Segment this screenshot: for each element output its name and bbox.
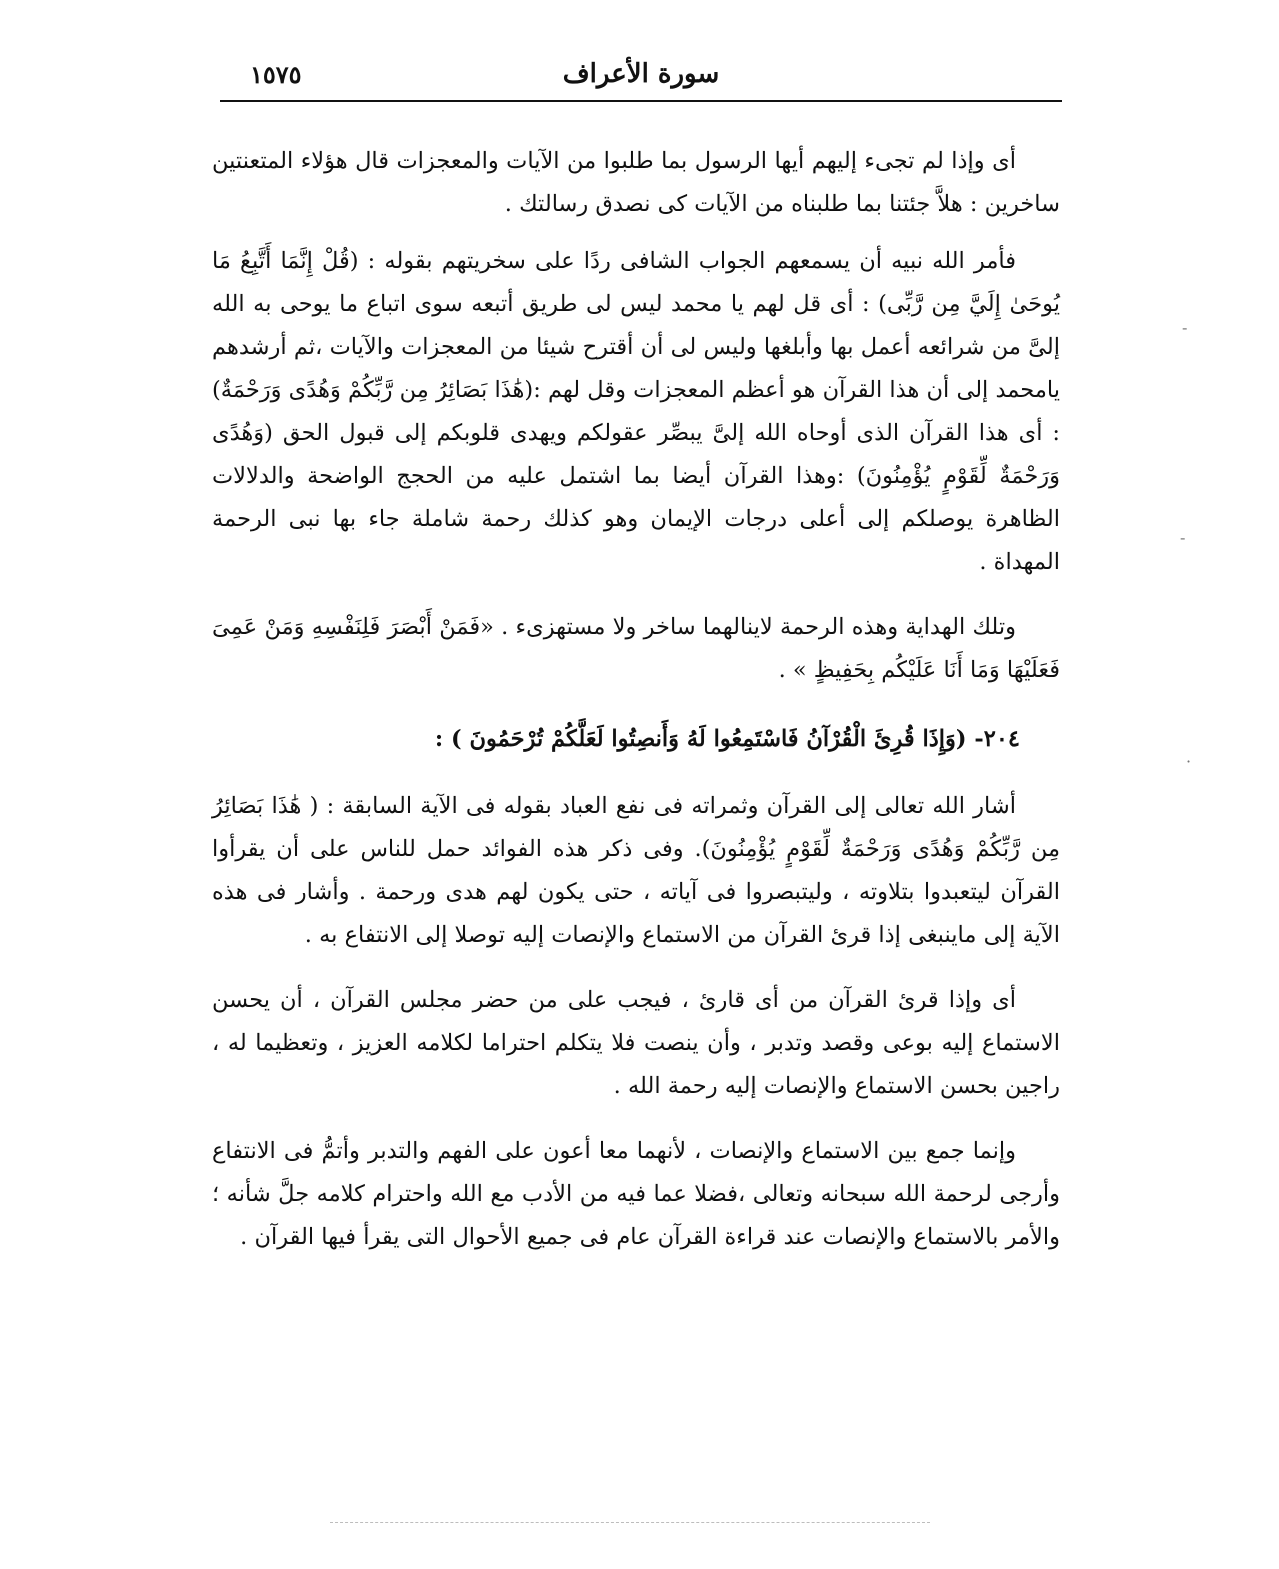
paragraph: فأمر الله نبيه أن يسمعهم الجواب الشافى ردًا على سخريتهم بقوله : (قُلْ إِنَّمَا أَتَّبِعُ مَا يُوحَىٰ إِلَيَّ مِن رَّبِّى) : أى قل لهم يا محمد ليس لى طريق أتبعه سوى اتباع ما يوحى به الله إلىَّ من شرائعه أعمل بها وأبلغها وليس لى أن أقترح شيئا من المعجزات والآيات ،ثم أرشدهم يامحمد إلى أن هذا القرآن هو أعظم المعجزات وقل لهم :(هَٰذَا بَصَائِرُ مِن رَّبِّكُمْ وَهُدًى وَرَحْمَةٌ) : أى هذا القرآن الذى أوحاه الله إلىَّ يبصِّر عقولكم ويهدى قلوبكم إلى قبول الحق (وَهُدًى وَرَحْمَةٌ لِّقَوْمٍ يُؤْمِنُونَ) :وهذا القرآن أيضا بما اشتمل عليه من الحجج الواضحة والدلالات الظاهرة يوصلكم إلى أعلى درجات الإيمان وهو كذلك رحمة شاملة جاء بها نبى الرحمة المهداة .	[212, 248, 1060, 575]
scan-speck: ·	[1186, 752, 1192, 771]
scan-speck: -	[1180, 528, 1186, 547]
page-number: ١٥٧٥	[250, 60, 302, 89]
page-header	[220, 56, 1062, 100]
header-rule	[220, 100, 1062, 102]
running-title: سورة الأعراف	[562, 59, 720, 89]
paragraph: وتلك الهداية وهذه الرحمة لاينالهما ساخر ولا مستهزىء . «فَمَنْ أَبْصَرَ فَلِنَفْسِهِ وَمَنْ عَمِىَ فَعَلَيْهَا وَمَا أَنَا عَلَيْكُم بِحَفِيظٍ » .	[212, 614, 1060, 683]
scan-artifact-line	[330, 1522, 930, 1525]
paragraph: أشار الله تعالى إلى القرآن وثمراته فى نفع العباد بقوله فى الآية السابقة : ( هَٰذَا بَصَائِرُ مِن رَّبِّكُمْ وَهُدًى وَرَحْمَةٌ لِّقَوْمٍ يُؤْمِنُونَ). وفى ذكر هذه الفوائد حمل للناس على أن يقرأوا القرآن ليتعبدوا بتلاوته ، وليتبصروا فى آياته ، حتى يكون لهم هدى ورحمة . وأشار فى هذه الآية إلى ماينبغى إذا قرئ القرآن من الاستماع والإنصات إليه توصلا إلى الانتفاع به .	[212, 793, 1060, 948]
paragraph: وإنما جمع بين الاستماع والإنصات ، لأنهما معا أعون على الفهم والتدبر وأتمُّ فى الانتفاع وأرجى لرحمة الله سبحانه وتعالى ،فضلا عما فيه من الأدب مع الله واحترام كلامه جلَّ شأنه ؛ والأمر بالاستماع والإنصات عند قراءة القرآن عام فى جميع الأحوال التى يقرأ فيها القرآن .	[212, 1138, 1060, 1250]
paragraph: أى وإذا قرئ القرآن من أى قارئ ، فيجب على من حضر مجلس القرآن ، أن يحسن الاستماع إليه بوعى وقصد وتدبر ، وأن ينصت فلا يتكلم احتراما لكلامه العزيز ، وتعظيما له ، راجين بحسن الاستماع والإنصات إليه رحمة الله .	[212, 987, 1060, 1099]
body-text	[212, 140, 1060, 1281]
verse-heading: ٢٠٤- (وَإِذَا قُرِئَ الْقُرْآنُ فَاسْتَمِعُوا لَهُ وَأَنصِتُوا لَعَلَّكُمْ تُرْحَمُونَ ) :	[434, 726, 1020, 752]
paragraph: أى وإذا لم تجىء إليهم أيها الرسول بما طلبوا من الآيات والمعجزات قال هؤلاء المتعنتين ساخرين : هلاَّ جئتنا بما طلبناه من الآيات كى نصدق رسالتك .	[212, 148, 1060, 217]
scan-speck: -	[1182, 318, 1188, 337]
